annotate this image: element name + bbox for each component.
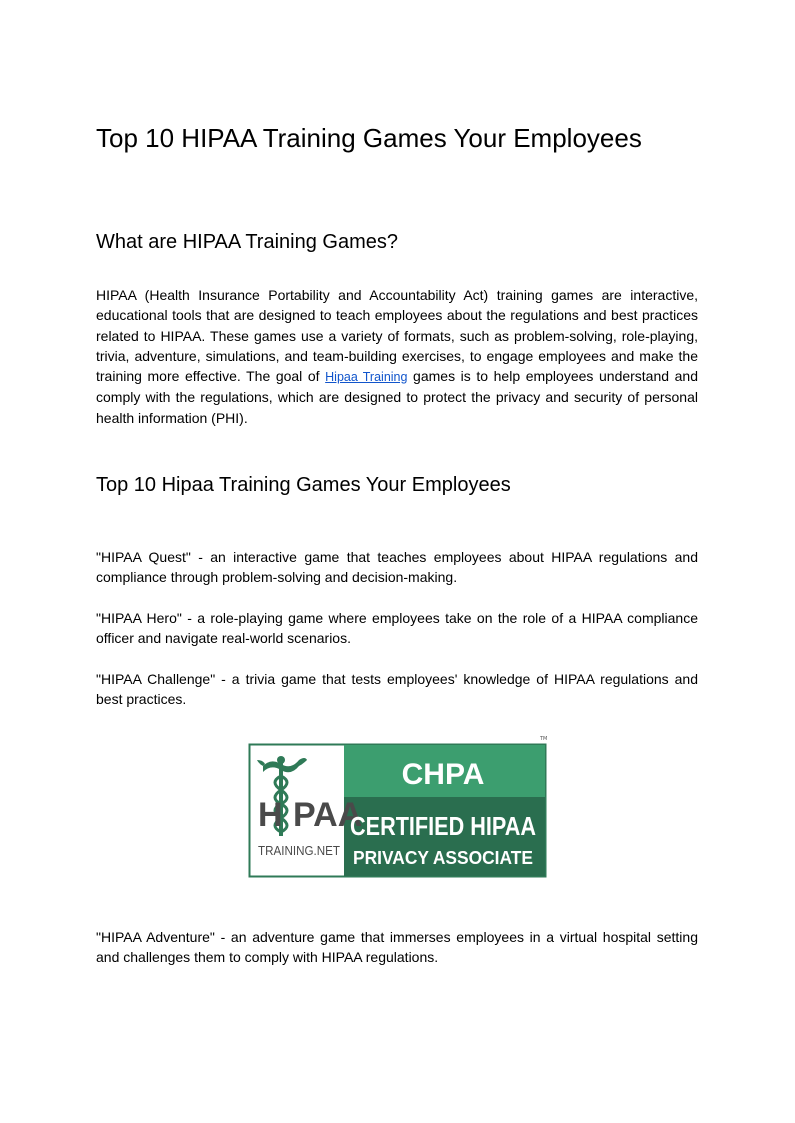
logo-letters-paa: PAA [293,796,363,834]
badge-line-certified: CERTIFIED HIPAA [350,811,537,841]
game-item-hipaa-challenge: "HIPAA Challenge" - a trivia game that tests employees' knowledge of HIPAA regulations and best practices. [96,671,698,708]
intro-paragraph [96,285,698,428]
game-item-hipaa-hero: "HIPAA Hero" - a role-playing game where employees take on the role of a HIPAA compliance officer and navigate real-world scenarios. [96,610,698,647]
game-item-hipaa-quest: "HIPAA Quest" - an interactive game that teaches employees about HIPAA regulations and compliance through problem-solving and decision-making. [96,549,698,586]
badge-code: CHPA [401,758,485,791]
logo-subtitle: TRAINING.NET [258,843,341,858]
hipaa-training-link[interactable]: Hipaa Training [325,370,408,385]
section-heading-top-10: Top 10 Hipaa Training Games Your Employees [96,474,511,496]
section-heading-what-are: What are HIPAA Training Games? [96,231,398,253]
chpa-certification-badge [249,736,548,877]
intro-text-after-link: games is to help employees understand and comply with the regulations, which are designed to protect the privacy and security of personal health information (PHI). [96,368,698,426]
badge-line-privacy: PRIVACY ASSOCIATE [353,848,533,868]
badge-graphic [249,744,546,877]
logo-letter-h: H [258,796,283,834]
page-title: Top 10 HIPAA Training Games Your Employees [96,123,642,153]
intro-text-before-link: HIPAA (Health Insurance Portability and Accountability Act) training games are interactive, educational tools that are designed to teach employees about the regulations and best practices related to HIPAA. These games use a variety of formats, such as problem-solving, role-playing, trivia, adventure, simulations, and team-building exercises, to engage employees and make the training more effective. The goal of [96,287,698,385]
trademark-mark: TM [540,736,548,742]
game-item-hipaa-adventure: "HIPAA Adventure" - an adventure game that immerses employees in a virtual hospital setting and challenges them to comply with HIPAA regulations. [96,929,698,966]
